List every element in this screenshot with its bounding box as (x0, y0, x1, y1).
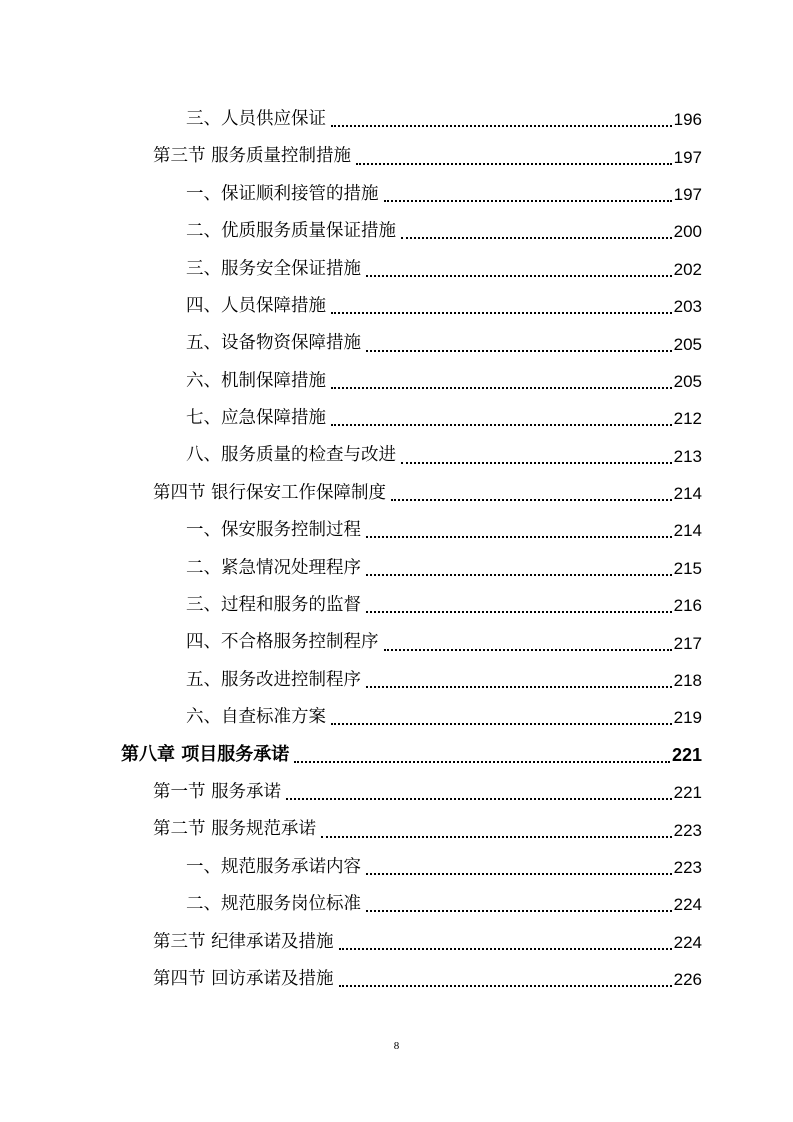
toc-entry-title: 六、机制保障措施 (186, 370, 326, 391)
dot-leader (384, 648, 672, 651)
dot-leader (366, 573, 672, 576)
toc-entry[interactable] (0, 737, 793, 774)
toc-entry[interactable] (0, 288, 793, 325)
toc-entry-page: 202 (673, 259, 702, 279)
dot-leader (356, 162, 672, 165)
toc-entry[interactable] (0, 251, 793, 288)
dot-leader (331, 722, 672, 725)
toc-entry-title: 第四节 回访承诺及措施 (153, 968, 334, 989)
toc-entry[interactable] (0, 400, 793, 437)
toc-entry[interactable] (0, 363, 793, 400)
toc-entry-title: 一、规范服务承诺内容 (186, 856, 361, 877)
toc-entry-page: 221 (671, 745, 702, 766)
toc-entry-page: 196 (673, 110, 702, 130)
dot-leader (286, 797, 672, 800)
dot-leader (366, 872, 672, 875)
dot-leader (384, 199, 672, 202)
toc-entry-page: 203 (673, 297, 702, 317)
toc-entry[interactable] (0, 774, 793, 811)
toc-entry-title: 第三节 服务质量控制措施 (153, 146, 352, 167)
dot-leader (401, 236, 672, 239)
toc-entry[interactable] (0, 550, 793, 587)
toc-entry[interactable] (0, 475, 793, 512)
toc-entry-title: 三、人员供应保证 (186, 108, 326, 129)
toc-entry-title: 一、保安服务控制过程 (186, 520, 361, 541)
toc-entry[interactable] (0, 176, 793, 213)
dot-leader (366, 274, 672, 277)
toc-entry-title: 二、规范服务岗位标准 (186, 894, 361, 915)
toc-entry-title: 四、不合格服务控制程序 (186, 632, 379, 653)
toc-entry[interactable] (0, 662, 793, 699)
toc-entry-page: 197 (673, 147, 702, 167)
toc-entry-page: 224 (673, 932, 702, 952)
dot-leader (331, 386, 672, 389)
toc-entry[interactable] (0, 811, 793, 848)
toc-entry[interactable] (0, 699, 793, 736)
dot-leader (366, 685, 672, 688)
dot-leader (339, 947, 672, 950)
dot-leader (366, 349, 672, 352)
dot-leader (294, 760, 670, 763)
toc-entry[interactable] (0, 849, 793, 886)
toc-entry-page: 221 (673, 783, 702, 803)
toc-entry[interactable] (0, 101, 793, 138)
table-of-contents (0, 101, 793, 998)
toc-entry-page: 218 (673, 671, 702, 691)
toc-entry-title: 八、服务质量的检查与改进 (186, 445, 396, 466)
toc-entry-page: 205 (673, 371, 702, 391)
toc-entry-page: 213 (673, 446, 702, 466)
toc-entry-title: 五、设备物资保障措施 (186, 333, 361, 354)
toc-entry-page: 224 (673, 895, 702, 915)
toc-entry[interactable] (0, 138, 793, 175)
toc-entry-title: 第三节 纪律承诺及措施 (153, 931, 334, 952)
toc-entry[interactable] (0, 587, 793, 624)
dot-leader (401, 461, 672, 464)
dot-leader (331, 423, 672, 426)
toc-entry[interactable] (0, 624, 793, 661)
toc-entry-title: 第二节 服务规范承诺 (153, 819, 317, 840)
toc-entry-page: 200 (673, 222, 702, 242)
toc-entry-page: 217 (673, 633, 702, 653)
toc-entry-page: 214 (673, 521, 702, 541)
toc-entry-title: 六、自查标准方案 (186, 707, 326, 728)
toc-entry[interactable] (0, 961, 793, 998)
toc-entry-page: 223 (673, 820, 702, 840)
toc-entry-title: 第四节 银行保安工作保障制度 (153, 482, 387, 503)
toc-entry[interactable] (0, 512, 793, 549)
toc-entry[interactable] (0, 325, 793, 362)
toc-entry[interactable] (0, 886, 793, 923)
toc-entry-page: 223 (673, 858, 702, 877)
dot-leader (366, 535, 672, 538)
toc-entry[interactable] (0, 924, 793, 961)
toc-entry[interactable] (0, 213, 793, 250)
dot-leader (366, 610, 672, 613)
toc-entry-page: 219 (673, 708, 702, 728)
dot-leader (331, 124, 672, 127)
toc-entry-title: 三、过程和服务的监督 (186, 595, 361, 616)
dot-leader (391, 498, 672, 501)
toc-entry-page: 197 (673, 184, 702, 204)
toc-entry-title: 二、优质服务质量保证措施 (186, 221, 396, 242)
dot-leader (339, 984, 672, 987)
toc-entry[interactable] (0, 438, 793, 475)
toc-entry-title: 一、保证顺利接管的措施 (186, 183, 379, 204)
toc-entry-title: 二、紧急情况处理程序 (186, 557, 361, 578)
dot-leader (321, 835, 672, 838)
toc-entry-page: 212 (673, 409, 702, 429)
toc-entry-page: 205 (673, 334, 702, 354)
toc-entry-title: 四、人员保障措施 (186, 295, 326, 316)
dot-leader (366, 909, 672, 912)
toc-entry-page: 214 (673, 484, 702, 504)
toc-entry-title: 五、服务改进控制程序 (186, 669, 361, 690)
toc-entry-title: 七、应急保障措施 (186, 408, 326, 429)
toc-entry-page: 226 (673, 970, 702, 990)
toc-entry-title: 第一节 服务承诺 (153, 781, 282, 802)
toc-entry-title: 第八章 项目服务承诺 (121, 744, 290, 766)
dot-leader (331, 311, 672, 314)
page-number: 8 (393, 1040, 400, 1052)
toc-entry-page: 215 (673, 558, 702, 578)
toc-entry-title: 三、服务安全保证措施 (186, 258, 361, 279)
toc-entry-page: 216 (673, 596, 702, 616)
